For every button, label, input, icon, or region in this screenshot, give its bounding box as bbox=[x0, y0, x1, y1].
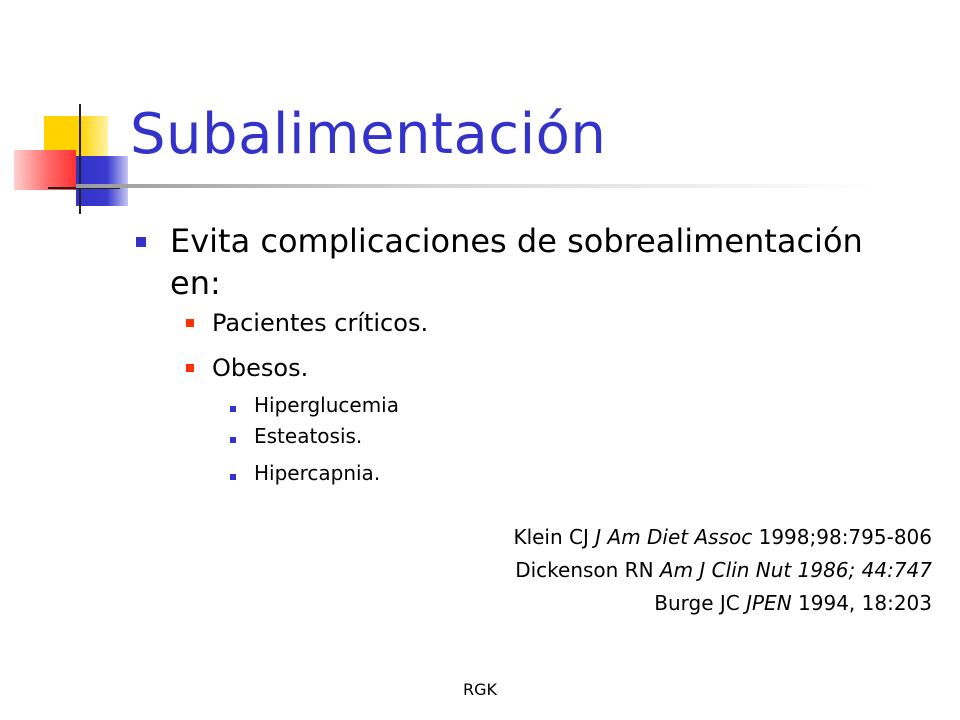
title-divider bbox=[76, 184, 876, 188]
square-bullet-icon bbox=[136, 237, 146, 247]
square-bullet-icon bbox=[186, 319, 194, 327]
bullet-level2: Obesos. bbox=[212, 354, 309, 382]
square-bullet-icon bbox=[230, 437, 236, 443]
bullet-level3: Hiperglucemia bbox=[254, 393, 399, 417]
logo-vertical-line bbox=[79, 104, 81, 214]
reference-author: Burge JC bbox=[654, 591, 747, 615]
slide-footer: RGK bbox=[462, 680, 497, 699]
reference-line bbox=[515, 558, 932, 582]
square-bullet-icon bbox=[186, 364, 194, 372]
slide-title: Subalimentación bbox=[130, 102, 607, 167]
reference-line bbox=[654, 591, 932, 615]
square-bullet-icon bbox=[230, 406, 236, 412]
reference-details: 1998;98:795-806 bbox=[752, 525, 932, 549]
bullet-level3: Hipercapnia. bbox=[254, 461, 381, 485]
reference-line bbox=[513, 525, 932, 549]
logo-red-square bbox=[14, 150, 76, 190]
bullet-level2: Pacientes críticos. bbox=[212, 309, 429, 337]
square-bullet-icon bbox=[230, 474, 236, 480]
reference-journal: Am J Clin Nut 1986; 44:747 bbox=[659, 558, 932, 582]
bullet-level3: Esteatosis. bbox=[254, 424, 363, 448]
reference-author: Dickenson RN bbox=[515, 558, 660, 582]
bullet-level1: Evita complicaciones de sobrealimentación en: bbox=[170, 222, 863, 302]
reference-details: 1994, 18:203 bbox=[791, 591, 932, 615]
reference-journal: JPEN bbox=[746, 591, 792, 615]
logo-blue-square bbox=[76, 156, 128, 206]
reference-author: Klein CJ bbox=[513, 525, 596, 549]
reference-journal: J Am Diet Assoc bbox=[595, 525, 753, 549]
